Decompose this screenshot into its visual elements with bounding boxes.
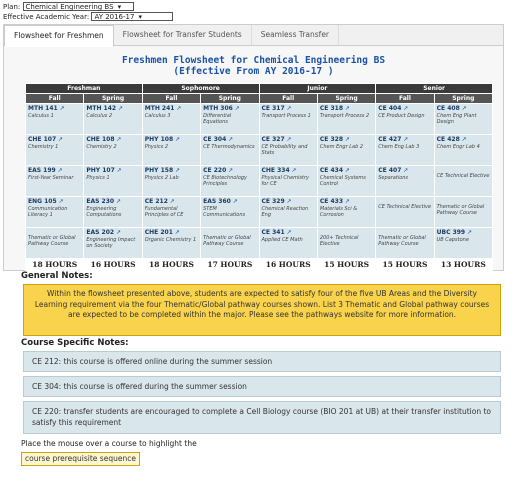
course-cell[interactable] <box>201 228 259 259</box>
course-cell[interactable] <box>84 166 142 197</box>
course-cell[interactable] <box>201 135 259 166</box>
course-code: CE 329 <box>261 198 285 205</box>
external-link-icon[interactable]: ↗ <box>343 136 350 143</box>
course-code-link[interactable] <box>203 105 256 113</box>
course-code-link[interactable] <box>86 198 139 206</box>
tab-freshmen[interactable]: Flowsheet for Freshmen <box>4 25 114 47</box>
course-code-link[interactable] <box>262 198 315 206</box>
academic-year-label: Effective Academic Year: <box>3 13 90 21</box>
course-code-link[interactable] <box>378 136 431 144</box>
course-name: Transport Process 1 <box>261 113 311 119</box>
course-cell[interactable] <box>26 228 84 259</box>
semester-hours: 15 HOURS <box>376 259 434 271</box>
course-code-link[interactable] <box>145 105 198 113</box>
course-notes-heading: Course Specific Notes: <box>21 338 129 348</box>
external-link-icon[interactable]: ↗ <box>232 105 240 112</box>
course-cell[interactable] <box>84 197 142 228</box>
external-link-icon[interactable]: ↗ <box>114 198 121 205</box>
course-code-link[interactable] <box>262 136 315 144</box>
course-name: Chemical Systems Control <box>319 175 366 187</box>
chevron-down-icon: ▾ <box>138 13 142 21</box>
semester-header: Fall <box>376 94 434 104</box>
external-link-icon[interactable]: ↗ <box>284 198 292 205</box>
course-cell[interactable] <box>259 135 317 166</box>
semester-hours: 18 HOURS <box>26 259 84 271</box>
course-name: Transport Process 2 <box>319 113 370 119</box>
course-name: CE Biotechnology Principles <box>203 175 248 187</box>
course-cell[interactable] <box>201 104 259 135</box>
course-name: Organic Chemistry 1 <box>144 237 197 243</box>
course-name: Differential Equations <box>203 113 232 125</box>
general-notes-heading: General Notes: <box>21 271 93 281</box>
external-link-icon[interactable]: ↗ <box>343 167 350 174</box>
external-link-icon[interactable]: ↗ <box>343 105 350 112</box>
course-code-link[interactable] <box>320 167 373 175</box>
course-name: Applied CE Math <box>261 237 303 243</box>
course-code-link[interactable] <box>86 229 139 237</box>
flowsheet-title-line2: (Effective From AY 2016-17 ) <box>173 66 334 77</box>
course-code: EAS 230 <box>86 198 115 205</box>
course-code: CE 304 <box>203 136 227 143</box>
external-link-icon[interactable]: ↗ <box>284 105 292 112</box>
course-code-link[interactable] <box>28 105 81 113</box>
course-cell[interactable] <box>376 166 434 197</box>
course-code-link[interactable] <box>86 167 139 175</box>
course-code: CE 212 <box>144 198 168 205</box>
course-cell[interactable] <box>317 135 375 166</box>
year-header: Freshman <box>26 84 143 94</box>
course-cell[interactable] <box>259 166 317 197</box>
academic-year-value: AY 2016-17 <box>94 13 135 21</box>
prerequisite-legend: course prerequisite sequence <box>21 452 140 466</box>
course-code: EAS 202 <box>86 229 115 236</box>
course-name: Physics 2 <box>144 144 169 150</box>
course-code: EAS 199 <box>28 167 56 174</box>
hover-instruction: Place the mouse over a course to highlight the <box>21 439 197 448</box>
course-name: Separations <box>378 175 409 181</box>
course-code: CE 427 <box>378 136 402 143</box>
external-link-icon[interactable]: ↗ <box>284 136 292 143</box>
course-name: CE Technical Elective <box>436 173 490 179</box>
external-link-icon[interactable]: ↗ <box>57 105 65 112</box>
year-header-row <box>26 84 493 94</box>
external-link-icon[interactable]: ↗ <box>284 229 292 236</box>
course-code: CE 328 <box>319 136 343 143</box>
course-code: CE 408 <box>436 105 460 112</box>
course-cell[interactable] <box>376 228 434 259</box>
course-name: Calculus 3 <box>144 113 171 119</box>
course-name: Chem Engr Lab 4 <box>436 144 480 150</box>
course-code: CE 433 <box>319 198 343 205</box>
course-name: First-Year Seminar <box>28 175 74 181</box>
year-header: Sophomore <box>142 84 259 94</box>
course-name: Engineering Computations <box>86 206 122 218</box>
semester-hours: 16 HOURS <box>84 259 142 271</box>
year-header: Junior <box>259 84 376 94</box>
course-code-link[interactable] <box>145 229 198 237</box>
course-code-link[interactable] <box>378 105 431 113</box>
year-header: Senior <box>376 84 493 94</box>
chevron-down-icon: ▾ <box>117 3 122 11</box>
course-code-link[interactable] <box>28 136 81 144</box>
course-code: CHE 201 <box>144 229 173 236</box>
course-cell[interactable] <box>376 197 434 228</box>
external-link-icon[interactable]: ↗ <box>55 167 63 174</box>
course-name: Fundamental Principles of CE <box>144 206 184 218</box>
course-cell[interactable] <box>317 166 375 197</box>
course-cell[interactable] <box>434 135 492 166</box>
course-name: Thematic or Global Pathway Course <box>203 235 251 247</box>
course-code-link[interactable] <box>262 167 315 175</box>
course-code: CHE 334 <box>261 167 290 174</box>
external-link-icon[interactable]: ↗ <box>56 198 64 205</box>
semester-header: Spring <box>317 94 375 104</box>
course-name: Chemistry 1 <box>28 144 59 150</box>
course-code-link[interactable] <box>437 105 490 113</box>
course-name: Calculus 1 <box>28 113 54 119</box>
tab-transfer-students[interactable]: Flowsheet for Transfer Students <box>114 25 252 45</box>
course-code: MTH 241 <box>144 105 175 112</box>
course-code: UBC 399 <box>436 229 466 236</box>
course-code: CE 327 <box>261 136 285 143</box>
course-code-link[interactable] <box>320 105 373 113</box>
course-code-link[interactable] <box>145 167 198 175</box>
course-cell[interactable] <box>84 104 142 135</box>
course-code: ENG 105 <box>28 198 57 205</box>
course-name: 200+ Technical Elective <box>319 235 359 247</box>
semester-hours: 18 HOURS <box>142 259 200 271</box>
course-cell[interactable] <box>434 104 492 135</box>
course-code-link[interactable] <box>320 198 373 206</box>
external-link-icon[interactable]: ↗ <box>174 105 182 112</box>
course-name: Physics 1 <box>86 175 110 181</box>
semester-header: Spring <box>434 94 492 104</box>
course-code: MTH 141 <box>28 105 58 112</box>
external-link-icon[interactable]: ↗ <box>114 229 121 236</box>
course-name: Engineering Impact on Society <box>86 237 136 249</box>
course-cell[interactable] <box>26 197 84 228</box>
course-note: CE 304: this course is offered during the summer session <box>23 376 501 397</box>
flowsheet-row <box>26 197 493 228</box>
course-code-link[interactable] <box>203 198 256 206</box>
course-code: CE 404 <box>378 105 402 112</box>
external-link-icon[interactable]: ↗ <box>343 198 350 205</box>
course-cell[interactable] <box>84 228 142 259</box>
course-code-link[interactable] <box>145 198 198 206</box>
course-name: CE Technical Elective <box>378 204 432 210</box>
course-code-link[interactable] <box>28 167 81 175</box>
semester-hours: 17 HOURS <box>201 259 259 271</box>
course-cell[interactable] <box>142 104 200 135</box>
course-code: CE 318 <box>319 105 343 112</box>
course-cell[interactable] <box>201 197 259 228</box>
course-name: Materials Sci & Corrosion <box>319 206 358 218</box>
course-name: Thematic or Global Pathway Course <box>378 235 426 247</box>
course-code: PHY 107 <box>86 167 115 174</box>
course-code: EAS 360 <box>203 198 231 205</box>
course-code: PHY 158 <box>144 167 174 174</box>
course-name: Thematic or Global Pathway Course <box>436 204 485 216</box>
external-link-icon[interactable]: ↗ <box>230 198 238 205</box>
flowsheet-table <box>25 83 493 271</box>
course-name: Calculus 2 <box>86 113 113 119</box>
course-cell[interactable] <box>317 228 375 259</box>
course-cell[interactable] <box>259 197 317 228</box>
course-code: CE 407 <box>378 167 402 174</box>
flowsheet-row <box>26 135 493 166</box>
course-code: PHY 108 <box>144 136 174 143</box>
course-cell[interactable] <box>434 166 492 197</box>
semester-header: Fall <box>259 94 317 104</box>
external-link-icon[interactable]: ↗ <box>114 167 122 174</box>
external-link-icon[interactable]: ↗ <box>173 167 181 174</box>
course-name: Chem Eng Lab 3 <box>378 144 420 150</box>
course-cell[interactable] <box>142 197 200 228</box>
course-cell[interactable] <box>259 104 317 135</box>
semester-header: Spring <box>201 94 259 104</box>
external-link-icon[interactable]: ↗ <box>401 105 409 112</box>
external-link-icon[interactable]: ↗ <box>173 136 181 143</box>
external-link-icon[interactable]: ↗ <box>226 167 234 174</box>
external-link-icon[interactable]: ↗ <box>465 229 473 236</box>
flowsheet-body <box>26 104 493 271</box>
course-name: STEM Communications <box>203 206 246 218</box>
course-code: CHE 108 <box>86 136 115 143</box>
course-code-link[interactable] <box>28 198 81 206</box>
academic-year-select[interactable] <box>91 12 173 21</box>
course-note: CE 220: transfer students are encouraged to complete a Cell Biology course (BIO 201 at UB) at their transfer institution to satisfy this requirement <box>23 401 501 434</box>
course-code-link[interactable] <box>437 136 490 144</box>
external-link-icon[interactable]: ↗ <box>56 136 64 143</box>
external-link-icon[interactable]: ↗ <box>401 167 409 174</box>
course-code: CE 434 <box>319 167 343 174</box>
course-name: Chem Eng Plant Design <box>436 113 477 125</box>
plan-selector-area <box>3 2 203 22</box>
course-code: MTH 142 <box>86 105 117 112</box>
external-link-icon[interactable]: ↗ <box>116 105 124 112</box>
course-code: MTH 306 <box>203 105 233 112</box>
external-link-icon[interactable]: ↗ <box>289 167 297 174</box>
external-link-icon[interactable]: ↗ <box>459 105 467 112</box>
course-code-link[interactable] <box>145 136 198 144</box>
semester-hours: 13 HOURS <box>434 259 492 271</box>
course-cell[interactable] <box>317 197 375 228</box>
course-cell[interactable] <box>142 228 200 259</box>
course-code: CE 428 <box>436 136 460 143</box>
external-link-icon[interactable]: ↗ <box>226 136 234 143</box>
course-cell[interactable] <box>201 166 259 197</box>
course-name: Chemistry 2 <box>86 144 117 150</box>
course-name: Thematic or Global Pathway Course <box>28 235 76 247</box>
tab-seamless-transfer[interactable]: Seamless Transfer <box>252 25 339 45</box>
flowsheet-row <box>26 228 493 259</box>
course-code: CE 317 <box>261 105 285 112</box>
flowsheet-title-line1: Freshmen Flowsheet for Chemical Engineering BS <box>121 55 386 66</box>
course-code-link[interactable] <box>437 229 490 237</box>
course-code-link[interactable] <box>203 167 256 175</box>
course-cell[interactable] <box>142 166 200 197</box>
plan-select-value: Chemical Engineering BS <box>25 3 114 11</box>
course-code: CHE 107 <box>28 136 57 143</box>
course-cell[interactable] <box>434 197 492 228</box>
external-link-icon[interactable]: ↗ <box>114 136 122 143</box>
course-code-link[interactable] <box>203 136 256 144</box>
course-cell[interactable] <box>26 166 84 197</box>
external-link-icon[interactable]: ↗ <box>459 136 467 143</box>
course-code-link[interactable] <box>262 229 315 237</box>
external-link-icon[interactable]: ↗ <box>172 229 180 236</box>
semester-hours: 16 HOURS <box>259 259 317 271</box>
course-cell[interactable] <box>26 104 84 135</box>
hours-row <box>26 259 493 271</box>
flowsheet-panel <box>3 24 504 271</box>
course-cell[interactable] <box>376 104 434 135</box>
flowsheet-row <box>26 104 493 135</box>
tab-bar <box>4 25 503 46</box>
semester-header: Spring <box>84 94 142 104</box>
course-code: CE 220 <box>203 167 227 174</box>
course-code-link[interactable] <box>262 105 315 113</box>
course-cell[interactable] <box>317 104 375 135</box>
plan-select[interactable] <box>23 2 134 11</box>
course-name: CE Thermodynamics <box>203 144 255 150</box>
course-note: CE 212: this course is offered online during the summer session <box>23 351 501 372</box>
course-name: Chem Engr Lab 2 <box>319 144 364 150</box>
flowsheet-title <box>4 55 503 77</box>
course-code-link[interactable] <box>86 105 139 113</box>
external-link-icon[interactable]: ↗ <box>167 198 175 205</box>
plan-label: Plan: <box>3 3 21 11</box>
course-code-link[interactable] <box>320 136 373 144</box>
course-code: CE 341 <box>261 229 285 236</box>
course-name: Physical Chemistry for CE <box>261 175 310 187</box>
semester-header: Fall <box>26 94 84 104</box>
course-cell[interactable] <box>142 135 200 166</box>
course-name: CE Probability and Stats <box>261 144 308 156</box>
course-name: Chemical Reaction Eng <box>261 206 309 218</box>
course-name: Communication Literacy 1 <box>28 206 68 218</box>
flowsheet-row <box>26 166 493 197</box>
course-cell[interactable] <box>434 228 492 259</box>
external-link-icon[interactable]: ↗ <box>401 136 409 143</box>
course-cell[interactable] <box>259 228 317 259</box>
course-name: UB Capstone <box>436 237 469 243</box>
semester-header: Fall <box>142 94 200 104</box>
course-cell[interactable] <box>84 135 142 166</box>
course-code-link[interactable] <box>378 167 431 175</box>
course-name: Physics 2 Lab <box>144 175 179 181</box>
course-cell[interactable] <box>376 135 434 166</box>
general-notes-box: Within the flowsheet presented above, students are expected to satisfy four of the five UB Areas and the Diversity Learning requirement via the four Thematic/Global pathway courses shown. List 3 Thematic and Global pathway courses are expected to be completed within the major. Please see the pathways website for more information. <box>23 284 501 336</box>
course-cell[interactable] <box>26 135 84 166</box>
semester-hours: 15 HOURS <box>317 259 375 271</box>
semester-header-row <box>26 94 493 104</box>
course-code-link[interactable] <box>86 136 139 144</box>
course-name: CE Product Design <box>378 113 425 119</box>
